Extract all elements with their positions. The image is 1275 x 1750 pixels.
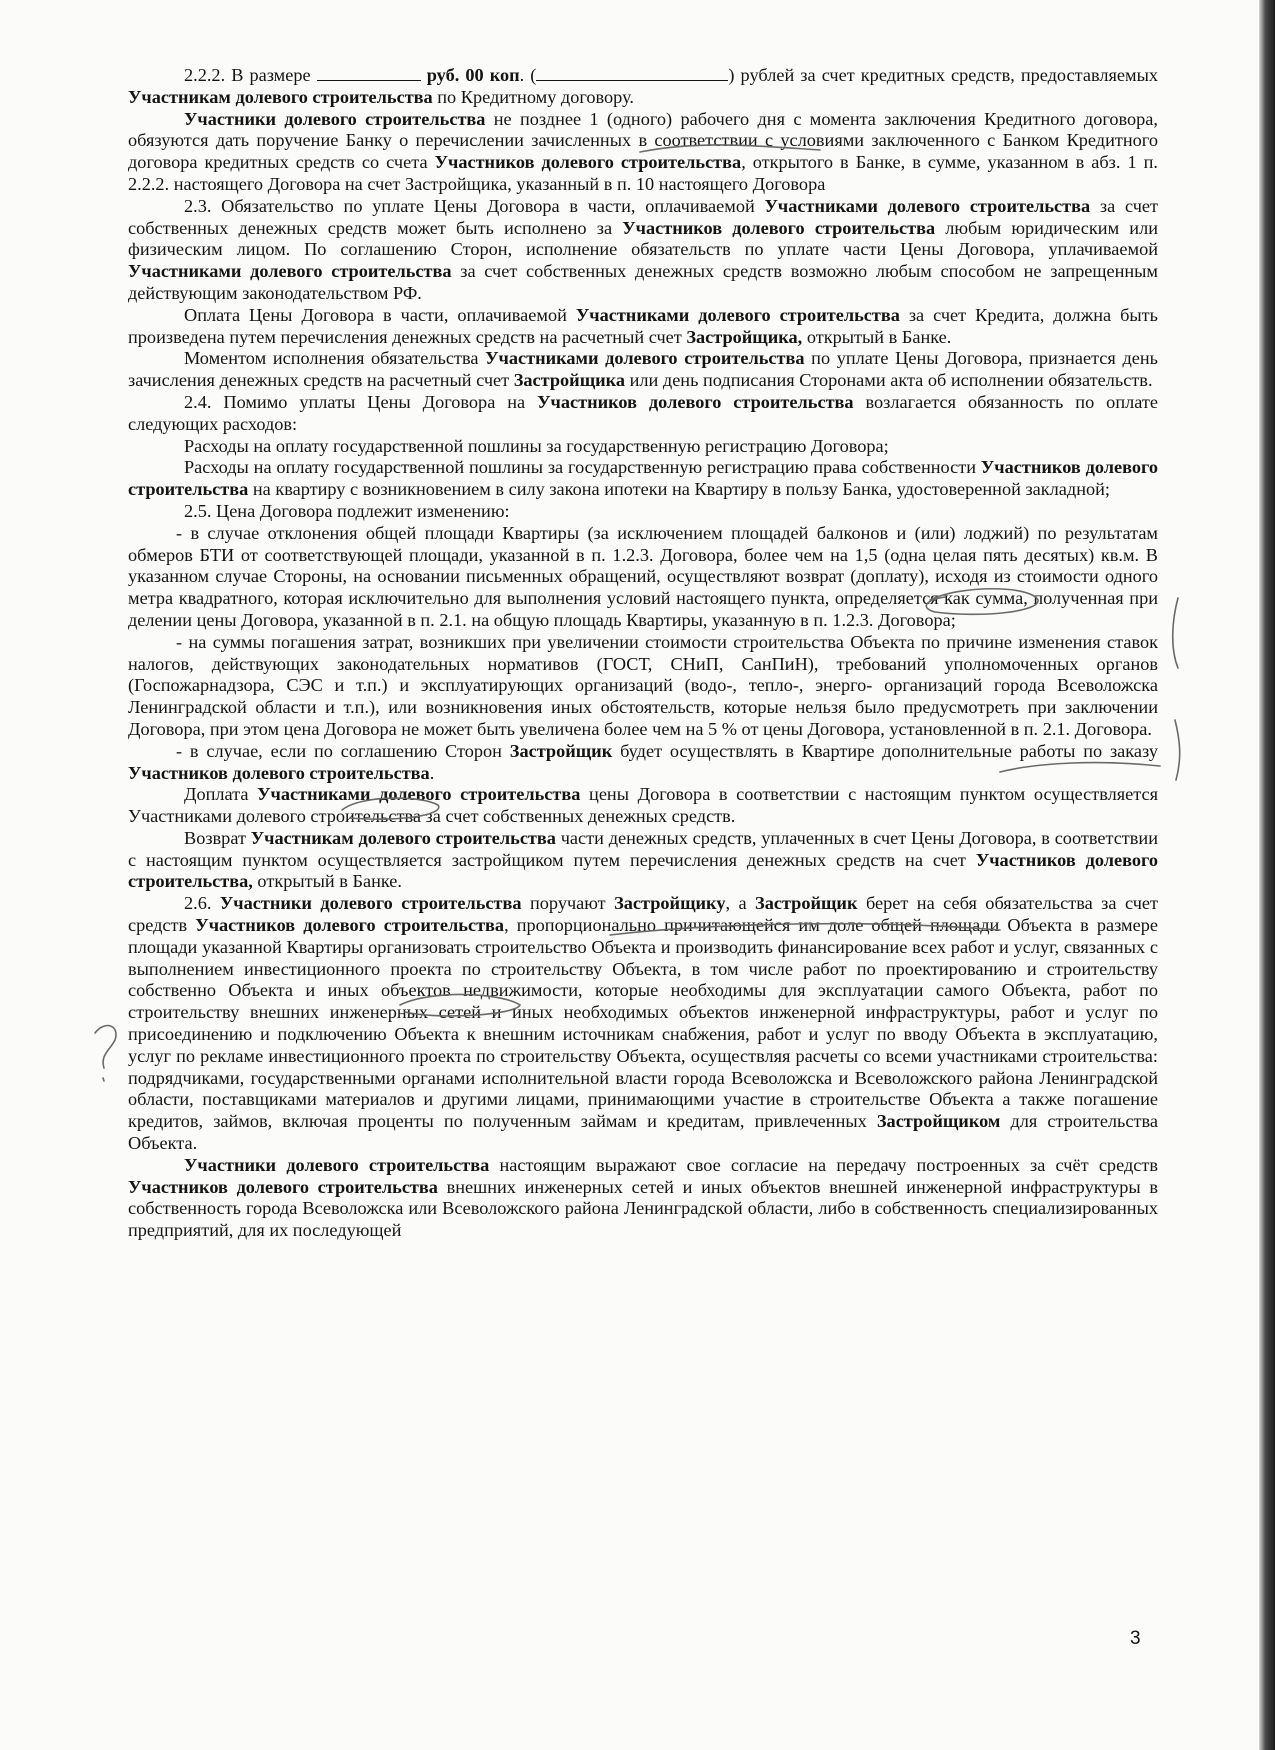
text-run: 2.5. Цена Договора подлежит изменению: — [184, 500, 510, 521]
text-run: , открытого в Банке, в сумме, указанном в абз. 1 п. 2.2.2. настоящего Договора на счет Застройщика, указанный в п. 10 настоящего Договора — [128, 152, 1159, 194]
text-run: , пропорционально причитающейся им доле общей площади Объекта в размере площади указанной Квартиры организовать строительство Объекта и производить финансирование всех работ и услуг, связанных с выполнением инвестиционного проекта по строительству Объекта, в том числе работ по проектированию и строительству собственно Объекта и иных объектов недвижимости, которые необходимы для эксплуатации самого Объекта, работ по строительству внешних инженерных сетей и иных необходимых объектов инженерной инфраструктуры, работ и услуг по присоединению и подключению Объекта к внешним источникам снабжения, работ и услуг по вводу Объекта в эксплуатацию, услуг по рекламе инвестиционного проекта по строительству Объекта, осуществляя расчеты со всеми участниками строительства: подрядчиками, государственными органами исполнительной власти города Всеволожска и Всеволожского района Ленинградской области, поставщиками материалов и другими лицами, принимающими участие в строительстве Объекта а также погашение кредитов, займов, включая проценты по полученным займам и кредитам, привлеченных — [128, 915, 1158, 1132]
bold-text: Участников долевого строительства — [195, 915, 505, 936]
paragraph — [128, 893, 1158, 1155]
bold-text: Участниками долевого строительства — [575, 304, 900, 325]
text-run: не позднее 1 (одного) рабочего дня с момента заключения Кредитного договора, обязуются дать поручение Банку о перечислении зачисленных в соответствии с условиями заключенного с Банком Кредитного договора кредитных средств со счета — [128, 108, 1158, 173]
text-run: поручают — [521, 893, 615, 914]
text-run: настоящим выражают свое согласие на передачу построенных за счёт средств — [489, 1154, 1158, 1175]
bold-text: Застройщиком — [876, 1111, 1001, 1132]
bold-text: Застройщика — [513, 370, 626, 391]
bold-text: Участников долевого строительства, — [128, 849, 1159, 892]
paragraph — [128, 457, 1158, 501]
paragraph — [128, 501, 1158, 523]
text-run: . — [429, 762, 435, 783]
bold-text: Участникам долевого строительства — [250, 827, 556, 848]
paragraph — [128, 109, 1158, 196]
bold-text: Участников долевого строительства — [128, 1176, 438, 1197]
text-run: за счет Кредита, должна быть произведена путем перечисления денежных средств на расчетный счет — [128, 304, 1158, 347]
bold-text: Участникам долевого строительства — [128, 86, 433, 107]
bold-text: Застройщик — [755, 893, 858, 914]
bold-text: Участников долевого строительства — [434, 152, 742, 173]
text-run: Доплата — [184, 784, 258, 805]
text-run: Моментом исполнения обязательства — [184, 348, 486, 369]
bold-text: руб. 00 коп — [420, 65, 520, 85]
paragraph — [128, 632, 1158, 741]
text-run: будет осуществлять в Квартире дополнительные работы по заказу — [612, 740, 1158, 761]
text-run: открытый в Банке. — [252, 871, 402, 892]
text-run: 2.4. Помимо уплаты Цены Договора на — [184, 391, 538, 412]
text-run: возлагается обязанность по оплате следующих расходов: — [128, 391, 1158, 434]
bold-text: Застройщику — [614, 893, 726, 914]
text-run: части денежных средств, уплаченных в счет Цены Договора, в соответствии с настоящим пунктом осуществляется застройщиком путем перечисления денежных средств на счет — [128, 827, 1158, 870]
margin-question-mark — [95, 1026, 116, 1081]
paragraph — [128, 741, 1158, 785]
bold-text: Участники долевого строительства — [184, 108, 486, 129]
text-run: берет на себя обязательства за счет средств — [128, 893, 1158, 936]
paragraph — [128, 784, 1158, 828]
bold-text: Участниками долевого строительства — [485, 348, 805, 369]
text-run: за счет собственных денежных средств возможно любым способом не запрещенным действующим законодательством РФ. — [128, 261, 1158, 303]
margin-mark-2 — [1175, 720, 1180, 780]
text-run: 2.3. Обязательство по уплате Цены Договора в части, оплачиваемой — [184, 195, 765, 216]
bold-text: Участников долевого строительства — [128, 762, 430, 783]
bold-text: Участниками долевого строительства — [128, 261, 452, 282]
blank-field — [536, 64, 728, 81]
text-run: 2.6. — [184, 893, 220, 914]
margin-mark-1 — [1173, 598, 1178, 668]
text-run: для строительства Объекта. — [128, 1111, 1158, 1154]
text-run: ) рублей за счет кредитных средств, предоставляемых — [728, 65, 1158, 85]
bold-text: Участниками долевого строительства — [257, 784, 581, 805]
text-run: Возврат — [184, 827, 251, 848]
bold-text: Участников долевого строительства — [537, 391, 854, 412]
bold-text: Участников долевого строительства — [128, 457, 1159, 500]
bold-text: Участников долевого строительства — [622, 217, 936, 238]
text-run: или день подписания Сторонами акта об исполнении обязательств. — [625, 370, 1153, 391]
text-run: Расходы на оплату государственной пошлины за государственную регистрацию права собственности — [184, 457, 981, 478]
paragraph — [128, 828, 1158, 893]
bold-text: Участники долевого строительства — [184, 1154, 490, 1175]
page-number: 3 — [1130, 1628, 1141, 1649]
text-run: открытый в Банке. — [802, 326, 952, 347]
bold-text: Застройщик — [509, 740, 613, 761]
text-run: за счет собственных денежных средств может быть исполнено за — [128, 195, 1158, 238]
text-run: , а — [725, 893, 756, 914]
text-run: внешних инженерных сетей и иных объектов внешней инженерной инфраструктуры в собственность города Всеволожска или Всеволожского района Ленинградской области, либо в собственность специализированных предприятий, для их последующей — [128, 1176, 1158, 1241]
paragraph — [128, 523, 1158, 632]
text-run: по уплате Цены Договора, признается день зачисления денежных средств на расчетный счет — [128, 348, 1158, 391]
document-body — [128, 64, 1158, 1242]
text-run: по Кредитному договору. — [432, 86, 634, 107]
bold-text: Участники долевого строительства — [219, 893, 522, 914]
paragraph — [128, 1155, 1158, 1242]
text-run: 2.2.2. В размере — [184, 65, 317, 85]
paragraph — [128, 348, 1158, 392]
bold-text: Застройщика, — [686, 326, 803, 347]
text-run: любым юридическим или физическим лицом. По соглашению Сторон, исполнение обязательств по уплате части Цены Договора, уплачиваемой — [128, 217, 1158, 260]
paragraph — [128, 64, 1158, 109]
paragraph — [128, 392, 1158, 436]
bold-text: Участниками долевого строительства — [764, 195, 1091, 216]
blank-field — [317, 64, 421, 81]
paragraph — [128, 196, 1158, 305]
text-run: - на суммы погашения затрат, возникших при увеличении стоимости строительства Объекта по причине изменения ставок налогов, действующих законодательных нормативов (ГОСТ, СНиП, СанПиН), требований уполномоченных органов (Госпожарнадзора, СЭС и т.п.) и эксплуатирующих организаций (водо-, тепло-, энерго- организаций города Всеволожска Ленинградской области и т.п.), или возникновения иных обстоятельств, которые нельзя было предусмотреть при заключении Договора, при этом цена Договора не может быть увеличена более чем на 5 % от цены Договора, установленной в п. 2.1. Договора. — [128, 631, 1158, 739]
text-run: цены Договора в соответствии с настоящим пунктом осуществляется Участниками долевого строительства за счет собственных денежных средств. — [128, 784, 1158, 827]
paragraph — [128, 305, 1158, 349]
paragraph — [128, 436, 1158, 458]
text-run: . ( — [519, 65, 537, 85]
text-run: - в случае отклонения общей площади Квартиры (за исключением площадей балконов и (или) лоджий) по результатам обмеров БТИ от соответствующей площади, указанной в п. 1.2.3. Договора, более чем на 1,5 (одна целая пять десятых) кв.м. В указанном случае Стороны, на основании письменных обращений, осуществляют возврат (доплату), исходя из стоимости одного метра квадратного, которая исключительно для выполнения условий настоящего пункта, определяется как сумма, полученная при делении цены Договора, указанной в п. 2.1. на общую площадь Квартиры, указанную в п. 1.2.3. Договора; — [128, 522, 1158, 630]
scan-edge-shadow — [1259, 0, 1275, 1750]
text-run: Оплата Цены Договора в части, оплачиваемой — [184, 304, 576, 325]
text-run: на квартиру с возникновением в силу закона ипотеки на Квартиру в пользу Банка, удостоверенной закладной; — [248, 479, 1111, 500]
text-run: Расходы на оплату государственной пошлины за государственную регистрацию Договора; — [184, 435, 889, 456]
text-run: - в случае, если по соглашению Сторон — [176, 740, 510, 761]
